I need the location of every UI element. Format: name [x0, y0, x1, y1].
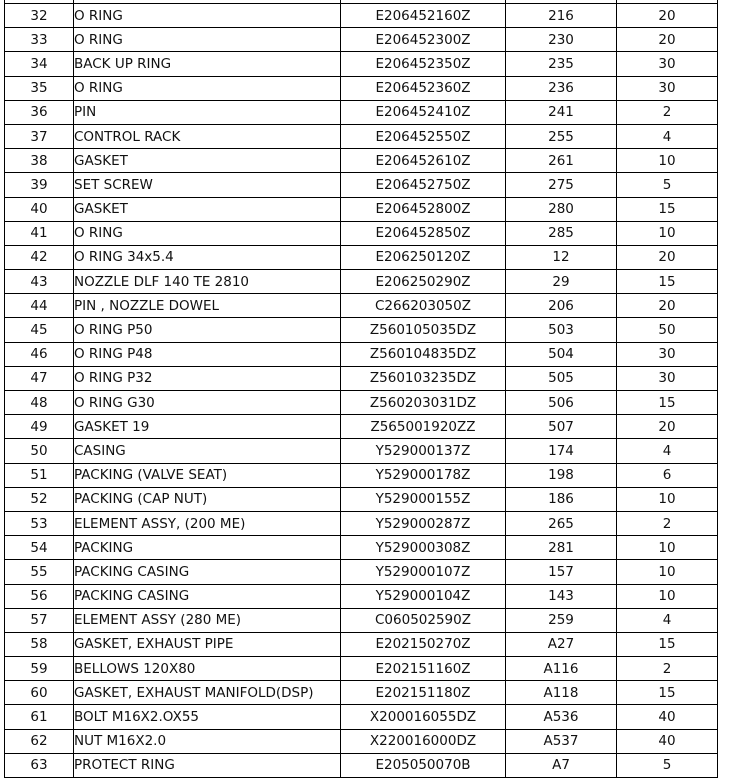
item-number-cell: 51: [5, 463, 74, 487]
table-row: [5, 124, 718, 148]
part-number-cell: E206452410Z: [341, 100, 506, 124]
reference-cell: 143: [506, 584, 617, 608]
item-number-cell: 47: [5, 366, 74, 390]
reference-cell: 280: [506, 197, 617, 221]
quantity-cell: 30: [617, 52, 718, 76]
part-number-cell: E206250290Z: [341, 270, 506, 294]
item-number-cell: 58: [5, 632, 74, 656]
table-row: [5, 511, 718, 535]
table-row: [5, 100, 718, 124]
quantity-cell: 4: [617, 608, 718, 632]
item-number-cell: 50: [5, 439, 74, 463]
quantity-cell: 30: [617, 342, 718, 366]
reference-cell: A536: [506, 705, 617, 729]
reference-cell: 186: [506, 487, 617, 511]
quantity-cell: 2: [617, 657, 718, 681]
part-number-cell: C060502590Z: [341, 608, 506, 632]
quantity-cell: 6: [617, 463, 718, 487]
reference-cell: 275: [506, 173, 617, 197]
item-number-cell: 33: [5, 28, 74, 52]
part-number-cell: E206452300Z: [341, 28, 506, 52]
reference-cell: A537: [506, 729, 617, 753]
reference-cell: 206: [506, 294, 617, 318]
description-cell: PACKING CASING: [74, 584, 341, 608]
quantity-cell: 15: [617, 197, 718, 221]
item-number-cell: 34: [5, 52, 74, 76]
table-row: [5, 705, 718, 729]
part-number-cell: Y529000308Z: [341, 536, 506, 560]
table-row: [5, 318, 718, 342]
description-cell: PACKING: [74, 536, 341, 560]
part-number-cell: E206250120Z: [341, 245, 506, 269]
part-number-cell: Y529000104Z: [341, 584, 506, 608]
table-row: [5, 366, 718, 390]
table-row: [5, 270, 718, 294]
item-number-cell: 39: [5, 173, 74, 197]
table-row: [5, 245, 718, 269]
quantity-cell: 2: [617, 100, 718, 124]
parts-list-sheet: [4, 0, 718, 778]
table-row: [5, 681, 718, 705]
description-cell: PIN: [74, 100, 341, 124]
table-row: [5, 415, 718, 439]
item-number-cell: 60: [5, 681, 74, 705]
part-number-cell: E202151180Z: [341, 681, 506, 705]
quantity-cell: 10: [617, 149, 718, 173]
reference-cell: 241: [506, 100, 617, 124]
description-cell: CONTROL RACK: [74, 124, 341, 148]
table-row: [5, 608, 718, 632]
item-number-cell: 54: [5, 536, 74, 560]
quantity-cell: 10: [617, 560, 718, 584]
table-row: [5, 173, 718, 197]
description-cell: GASKET 19: [74, 415, 341, 439]
quantity-cell: 4: [617, 124, 718, 148]
table-row: [5, 487, 718, 511]
item-number-cell: 61: [5, 705, 74, 729]
description-cell: O RING P50: [74, 318, 341, 342]
part-number-cell: Z560104835DZ: [341, 342, 506, 366]
parts-table-body: [5, 0, 718, 778]
reference-cell: 12: [506, 245, 617, 269]
description-cell: CASING: [74, 439, 341, 463]
description-cell: O RING: [74, 76, 341, 100]
reference-cell: A118: [506, 681, 617, 705]
part-number-cell: E206452160Z: [341, 4, 506, 28]
description-cell: BOLT M16X2.OX55: [74, 705, 341, 729]
description-cell: GASKET, EXHAUST PIPE: [74, 632, 341, 656]
item-number-cell: 63: [5, 753, 74, 777]
reference-cell: 504: [506, 342, 617, 366]
item-number-cell: 46: [5, 342, 74, 366]
quantity-cell: 20: [617, 28, 718, 52]
item-number-cell: 40: [5, 197, 74, 221]
parts-table: [4, 0, 718, 778]
table-row: [5, 463, 718, 487]
quantity-cell: 10: [617, 221, 718, 245]
quantity-cell: 30: [617, 76, 718, 100]
reference-cell: 157: [506, 560, 617, 584]
item-number-cell: 59: [5, 657, 74, 681]
part-number-cell: E206452850Z: [341, 221, 506, 245]
part-number-cell: Y529000107Z: [341, 560, 506, 584]
quantity-cell: 15: [617, 632, 718, 656]
description-cell: ELEMENT ASSY (280 ME): [74, 608, 341, 632]
item-number-cell: 41: [5, 221, 74, 245]
part-number-cell: E206452350Z: [341, 52, 506, 76]
description-cell: GASKET: [74, 149, 341, 173]
part-number-cell: X200016055DZ: [341, 705, 506, 729]
item-number-cell: 36: [5, 100, 74, 124]
description-cell: GASKET, EXHAUST MANIFOLD(DSP): [74, 681, 341, 705]
quantity-cell: 40: [617, 705, 718, 729]
table-row: [5, 536, 718, 560]
item-number-cell: 35: [5, 76, 74, 100]
table-row: [5, 729, 718, 753]
reference-cell: 265: [506, 511, 617, 535]
table-row: [5, 391, 718, 415]
description-cell: PACKING (VALVE SEAT): [74, 463, 341, 487]
reference-cell: 505: [506, 366, 617, 390]
table-row: [5, 342, 718, 366]
part-number-cell: E206452550Z: [341, 124, 506, 148]
item-number-cell: 55: [5, 560, 74, 584]
item-number-cell: 32: [5, 4, 74, 28]
description-cell: O RING: [74, 4, 341, 28]
item-number-cell: 53: [5, 511, 74, 535]
item-number-cell: 57: [5, 608, 74, 632]
reference-cell: 503: [506, 318, 617, 342]
table-row: [5, 657, 718, 681]
description-cell: PACKING CASING: [74, 560, 341, 584]
item-number-cell: 62: [5, 729, 74, 753]
quantity-cell: 20: [617, 245, 718, 269]
quantity-cell: 10: [617, 536, 718, 560]
quantity-cell: 15: [617, 681, 718, 705]
item-number-cell: 49: [5, 415, 74, 439]
description-cell: O RING G30: [74, 391, 341, 415]
reference-cell: A7: [506, 753, 617, 777]
part-number-cell: Z565001920ZZ: [341, 415, 506, 439]
part-number-cell: E202151160Z: [341, 657, 506, 681]
item-number-cell: 56: [5, 584, 74, 608]
table-row: [5, 197, 718, 221]
description-cell: PACKING (CAP NUT): [74, 487, 341, 511]
reference-cell: 255: [506, 124, 617, 148]
part-number-cell: Y529000137Z: [341, 439, 506, 463]
part-number-cell: Y529000287Z: [341, 511, 506, 535]
quantity-cell: 40: [617, 729, 718, 753]
part-number-cell: Z560103235DZ: [341, 366, 506, 390]
quantity-cell: 10: [617, 487, 718, 511]
reference-cell: 174: [506, 439, 617, 463]
reference-cell: A116: [506, 657, 617, 681]
reference-cell: 29: [506, 270, 617, 294]
description-cell: O RING P48: [74, 342, 341, 366]
description-cell: O RING 34x5.4: [74, 245, 341, 269]
item-number-cell: 43: [5, 270, 74, 294]
item-number-cell: 44: [5, 294, 74, 318]
reference-cell: 261: [506, 149, 617, 173]
reference-cell: 235: [506, 52, 617, 76]
description-cell: SET SCREW: [74, 173, 341, 197]
table-row: [5, 584, 718, 608]
item-number-cell: 42: [5, 245, 74, 269]
reference-cell: 216: [506, 4, 617, 28]
reference-cell: 281: [506, 536, 617, 560]
part-number-cell: E206452750Z: [341, 173, 506, 197]
reference-cell: 198: [506, 463, 617, 487]
reference-cell: 285: [506, 221, 617, 245]
table-row: [5, 560, 718, 584]
part-number-cell: E205050070B: [341, 753, 506, 777]
quantity-cell: 30: [617, 366, 718, 390]
item-number-cell: 37: [5, 124, 74, 148]
description-cell: BACK UP RING: [74, 52, 341, 76]
description-cell: BELLOWS 120X80: [74, 657, 341, 681]
item-number-cell: 45: [5, 318, 74, 342]
table-row: [5, 294, 718, 318]
quantity-cell: 5: [617, 753, 718, 777]
part-number-cell: E206452800Z: [341, 197, 506, 221]
part-number-cell: E206452610Z: [341, 149, 506, 173]
description-cell: PROTECT RING: [74, 753, 341, 777]
description-cell: O RING: [74, 221, 341, 245]
description-cell: PIN , NOZZLE DOWEL: [74, 294, 341, 318]
part-number-cell: E206452360Z: [341, 76, 506, 100]
description-cell: GASKET: [74, 197, 341, 221]
quantity-cell: 50: [617, 318, 718, 342]
reference-cell: 507: [506, 415, 617, 439]
table-row: [5, 753, 718, 777]
quantity-cell: 20: [617, 415, 718, 439]
description-cell: NUT M16X2.0: [74, 729, 341, 753]
quantity-cell: 15: [617, 270, 718, 294]
quantity-cell: 10: [617, 584, 718, 608]
quantity-cell: 4: [617, 439, 718, 463]
table-row: [5, 439, 718, 463]
item-number-cell: 52: [5, 487, 74, 511]
table-row: [5, 632, 718, 656]
item-number-cell: 48: [5, 391, 74, 415]
item-number-cell: 38: [5, 149, 74, 173]
part-number-cell: C266203050Z: [341, 294, 506, 318]
quantity-cell: 15: [617, 391, 718, 415]
table-row: [5, 28, 718, 52]
reference-cell: 506: [506, 391, 617, 415]
description-cell: NOZZLE DLF 140 TE 2810: [74, 270, 341, 294]
description-cell: O RING: [74, 28, 341, 52]
reference-cell: A27: [506, 632, 617, 656]
part-number-cell: Y529000155Z: [341, 487, 506, 511]
description-cell: O RING P32: [74, 366, 341, 390]
reference-cell: 236: [506, 76, 617, 100]
reference-cell: 230: [506, 28, 617, 52]
table-row: [5, 76, 718, 100]
part-number-cell: Z560203031DZ: [341, 391, 506, 415]
quantity-cell: 2: [617, 511, 718, 535]
quantity-cell: 20: [617, 4, 718, 28]
reference-cell: 259: [506, 608, 617, 632]
table-row: [5, 52, 718, 76]
part-number-cell: Z560105035DZ: [341, 318, 506, 342]
part-number-cell: E202150270Z: [341, 632, 506, 656]
table-row: [5, 149, 718, 173]
part-number-cell: X220016000DZ: [341, 729, 506, 753]
table-row: [5, 4, 718, 28]
part-number-cell: Y529000178Z: [341, 463, 506, 487]
description-cell: ELEMENT ASSY, (200 ME): [74, 511, 341, 535]
quantity-cell: 5: [617, 173, 718, 197]
quantity-cell: 20: [617, 294, 718, 318]
table-row: [5, 221, 718, 245]
